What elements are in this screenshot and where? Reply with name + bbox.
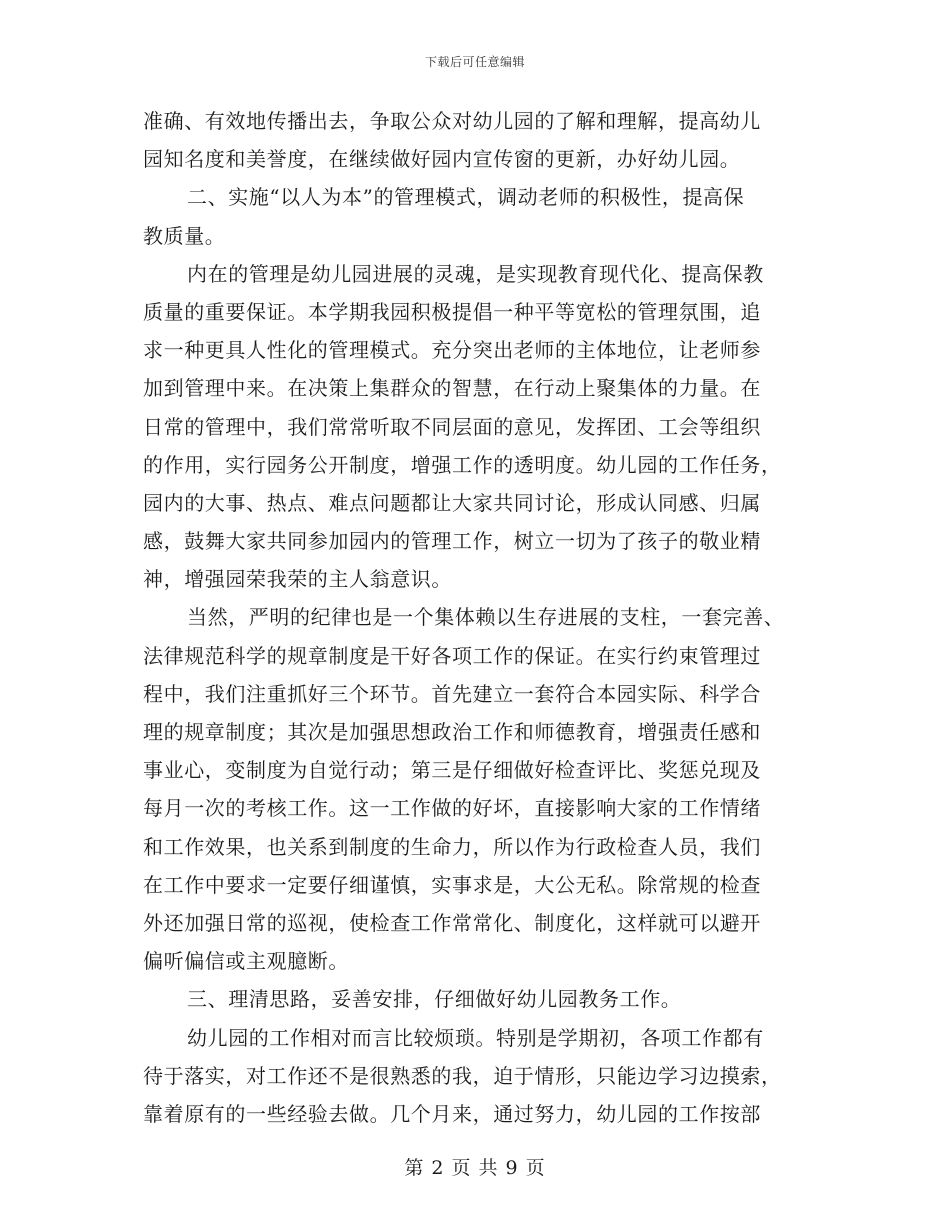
body-line: 感，鼓舞大家共同参加园内的管理工作，树立一切为了孩子的敬业精 <box>143 529 761 554</box>
body-line: 偏听偏信或主观臆断。 <box>143 949 349 974</box>
section-heading: 二、实施“以人为本”的管理模式，调动老师的积极性，提高保 <box>187 185 745 210</box>
body-line: 当然，严明的纪律也是一个集体赖以生存进展的支柱，一套完善、 <box>187 605 785 630</box>
header-note: 下载后可任意编辑 <box>424 55 525 69</box>
body-line: 园内的大事、热点、难点问题都让大家共同讨论，形成认同感、归属 <box>143 490 761 515</box>
body-line: 每月一次的考核工作。这一工作做的好坏，直接影响大家的工作情绪 <box>143 796 761 821</box>
body-line: 靠着原有的一些经验去做。几个月来，通过努力，幼儿园的工作按部 <box>143 1101 761 1126</box>
body-line: 日常的管理中，我们常常听取不同层面的意见，发挥团、工会等组织 <box>143 414 761 439</box>
body-line: 理的规章制度；其次是加强思想政治工作和师德教育，增强责任感和 <box>143 720 761 744</box>
body-line: 质量的重要保证。本学期我园积极提倡一种平等宽松的管理氛围，追 <box>143 299 761 324</box>
section-heading-continued: 教质量。 <box>143 223 226 248</box>
body-line: 法律规范科学的规章制度是干好各项工作的保证。在实行约束管理过 <box>143 643 761 668</box>
body-line: 内在的管理是幼儿园进展的灵魂，是实现教育现代化、提高保教 <box>187 261 764 286</box>
body-line: 幼儿园的工作相对而言比较烦琐。特别是学期初，各项工作都有 <box>187 1025 764 1050</box>
body-line: 待于落实，对工作还不是很熟悉的我，迫于情形，只能边学习边摸索， <box>143 1063 782 1088</box>
body-line: 准确、有效地传播出去，争取公众对幼儿园的了解和理解，提高幼儿 <box>143 109 761 133</box>
body-line: 外还加强日常的巡视，使检查工作常常化、制度化，这样就可以避开 <box>143 910 761 935</box>
section-heading: 三、理清思路，妥善安排，仔细做好幼儿园教务工作。 <box>187 987 682 1012</box>
body-line: 和工作效果，也关系到制度的生命力，所以作为行政检查人员，我们 <box>143 834 761 859</box>
body-line: 程中，我们注重抓好三个环节。首先建立一套符合本园实际、科学合 <box>143 681 761 706</box>
body-line: 在工作中要求一定要仔细谨慎，实事求是，大公无私。除常规的检查 <box>143 872 761 897</box>
body-line: 事业心，变制度为自觉行动；第三是仔细做好检查评比、奖惩兑现及 <box>143 758 761 783</box>
page-number-footer: 第 2 页 共 9 页 <box>404 1157 546 1179</box>
body-line: 神，增强园荣我荣的主人翁意识。 <box>143 567 452 592</box>
body-line: 加到管理中来。在决策上集群众的智慧，在行动上聚集体的力量。在 <box>143 376 761 401</box>
body-line: 园知名度和美誉度，在继续做好园内宣传窗的更新，办好幼儿园。 <box>143 147 741 172</box>
body-line: 求一种更具人性化的管理模式。充分突出老师的主体地位，让老师参 <box>143 338 761 363</box>
document-body <box>143 102 803 1133</box>
body-line: 的作用，实行园务公开制度，增强工作的透明度。幼儿园的工作任务， <box>143 452 782 477</box>
